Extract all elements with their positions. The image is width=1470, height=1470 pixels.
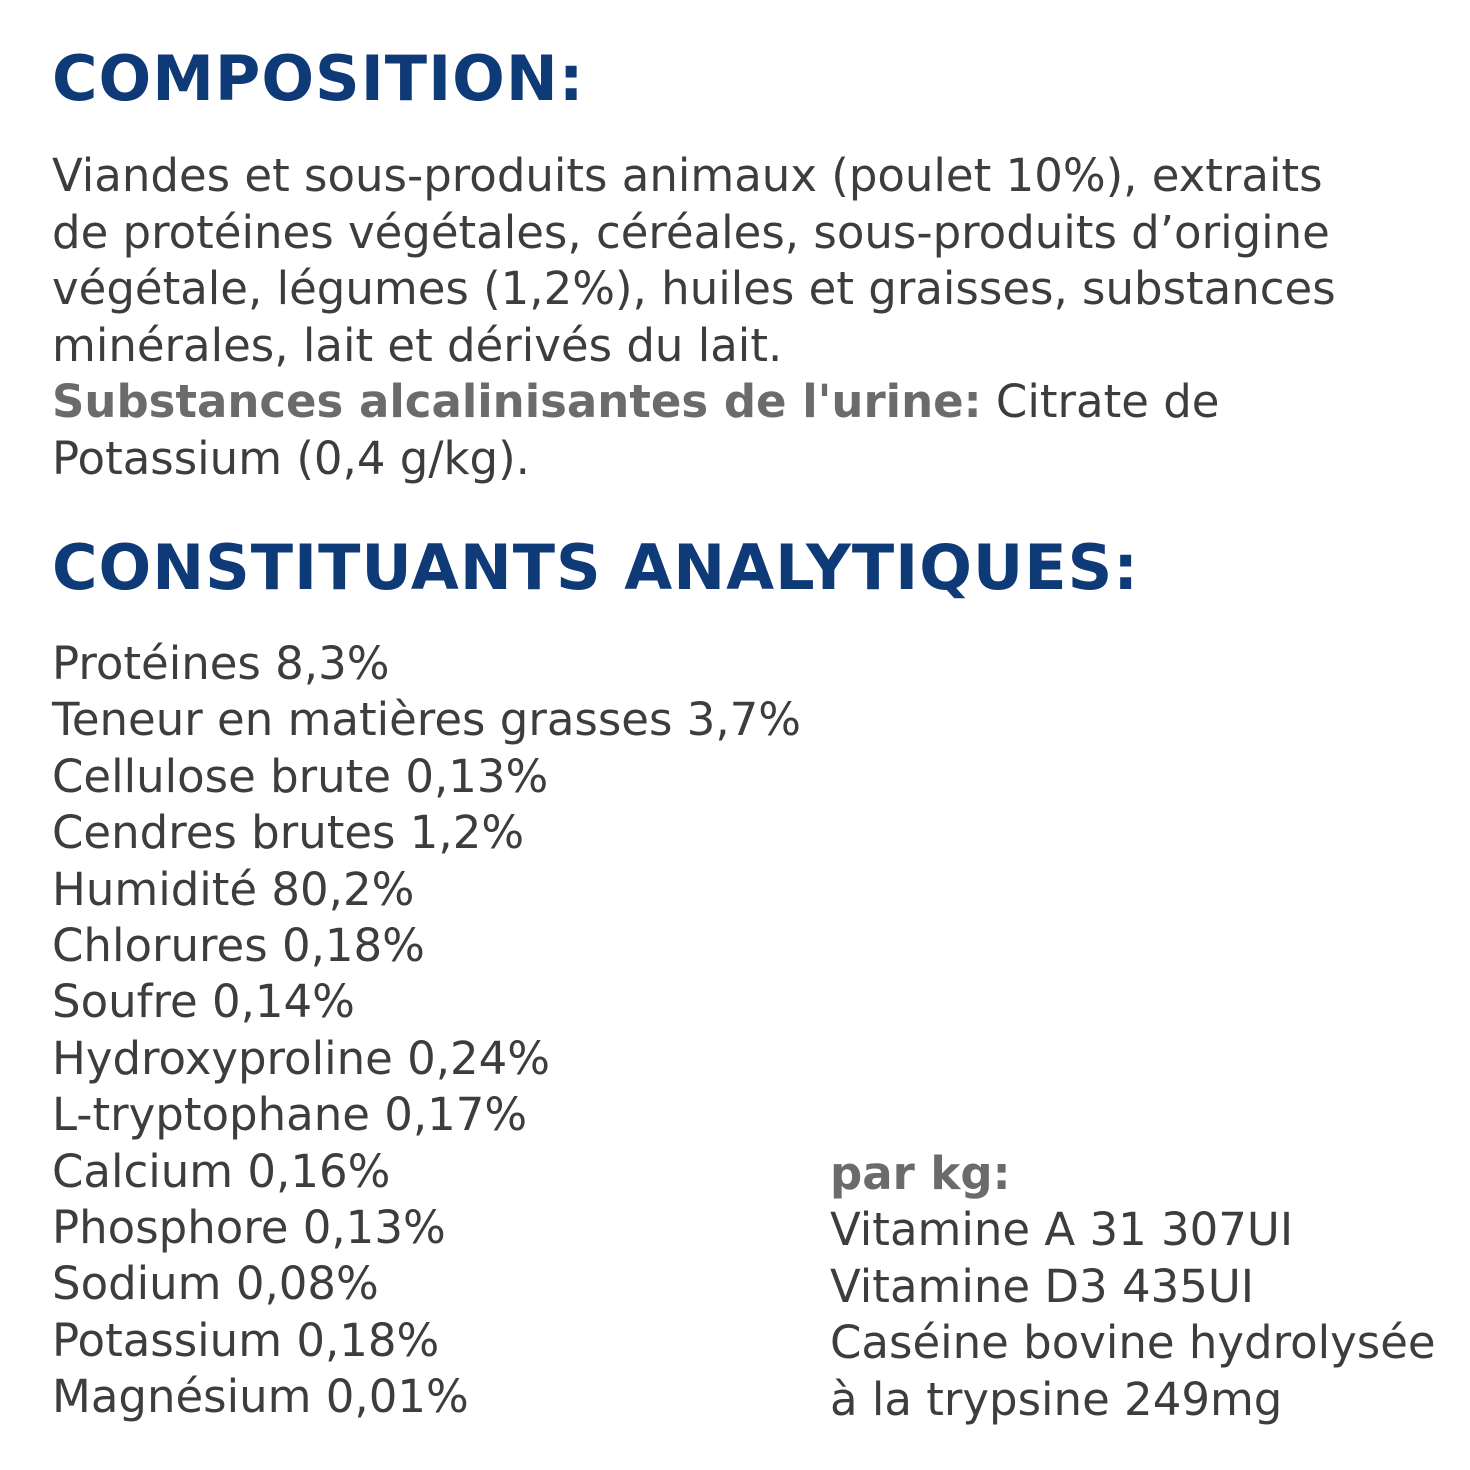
per-kg-item: Vitamine D3 435UI — [830, 1259, 1255, 1313]
analytic-item: Protéines 8,3% — [52, 637, 390, 690]
per-kg-item: Vitamine A 31 307UI — [830, 1203, 1294, 1257]
composition-paragraph — [52, 148, 1452, 487]
analytical-constituents-heading: CONSTITUANTS ANALYTIQUES: — [52, 531, 1140, 604]
composition-line: de protéines végétales, céréales, sous-produits d’origine — [52, 205, 1330, 259]
composition-line: minérales, lait et dérivés du lait. — [52, 318, 783, 372]
analytic-item: Teneur en matières grasses 3,7% — [52, 693, 802, 747]
urine-substances-value: Citrate de — [981, 375, 1220, 428]
analytic-item: Humidité 80,2% — [52, 862, 415, 916]
per-kg-item: Caséine bovine hydrolysée — [830, 1316, 1436, 1370]
analytic-item: Soufre 0,14% — [52, 975, 355, 1029]
analytic-item: Chlorures 0,18% — [52, 919, 425, 973]
analytic-item: L-tryptophane 0,17% — [52, 1088, 528, 1142]
analytic-item: Cellulose brute 0,13% — [52, 749, 549, 803]
urine-substances-line — [52, 374, 1452, 431]
analytical-constituents-list — [52, 636, 801, 1426]
composition-line: végétale, légumes (1,2%), huiles et graisses, substances — [52, 262, 1336, 315]
analytic-item: Cendres brutes 1,2% — [52, 806, 525, 860]
composition-line: Viandes et sous-produits animaux (poulet 10%), extraits — [52, 149, 1323, 202]
per-kg-item: à la trypsine 249mg — [830, 1372, 1283, 1426]
urine-substances-label: Substances alcalinisantes de l'urine: — [52, 375, 982, 428]
analytic-item: Calcium 0,16% — [52, 1144, 391, 1198]
analytic-item: Hydroxyproline 0,24% — [52, 1031, 551, 1085]
per-kg-section — [830, 1146, 1460, 1428]
per-kg-list — [830, 1202, 1460, 1428]
analytic-item: Sodium 0,08% — [52, 1257, 379, 1311]
urine-substances-line-2: Potassium (0,4 g/kg). — [52, 431, 530, 485]
composition-heading: COMPOSITION: — [52, 42, 585, 115]
analytic-item: Potassium 0,18% — [52, 1313, 440, 1367]
per-kg-title: par kg: — [830, 1147, 1011, 1200]
analytic-item: Phosphore 0,13% — [52, 1201, 446, 1255]
analytic-item: Magnésium 0,01% — [52, 1370, 469, 1424]
